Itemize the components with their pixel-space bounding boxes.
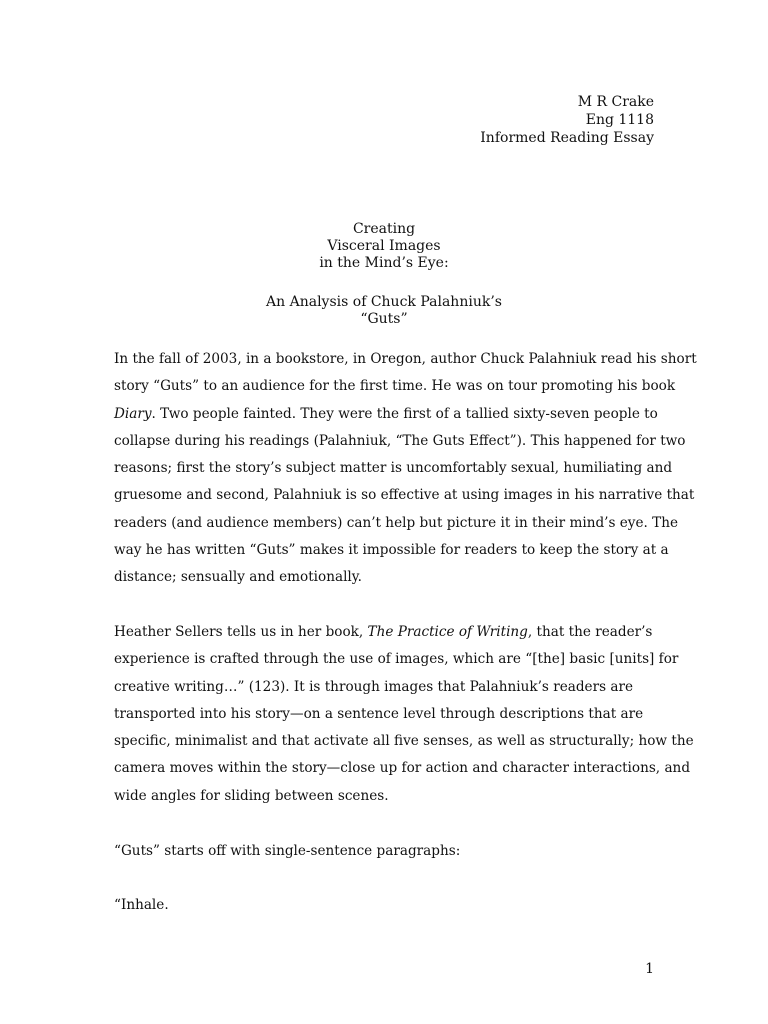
text-segment: Heather Sellers tells us in her book, xyxy=(114,624,368,640)
text-line: creative writing…” (123). It is through images that Palahniuk’s readers are xyxy=(114,678,634,695)
text-line: gruesome and second, Palahniuk is so effective at using images in his narrative that xyxy=(114,487,695,504)
assignment-name: Informed Reading Essay xyxy=(480,130,654,146)
text-line: transported into his story—on a sentence level through descriptions that are xyxy=(114,705,644,722)
text-line xyxy=(114,619,662,646)
text-line: story “Guts” to an audience for the first time. He was on tour promoting his book xyxy=(114,378,676,395)
text-line: collapse during his readings (Palahniuk, “The Guts Effect”). This happened for two xyxy=(114,432,686,449)
author-name: M R Crake xyxy=(577,94,654,110)
text-line: reasons; first the story’s subject matter is uncomfortably sexual, humiliating and xyxy=(114,460,673,477)
page-number: 1 xyxy=(645,961,654,977)
paragraph-3 xyxy=(114,838,662,865)
text-line: experience is crafted through the use of images, which are “[the] basic [units] for xyxy=(114,651,679,668)
text-line: distance; sensually and emotionally. xyxy=(114,569,362,586)
header-block xyxy=(480,93,654,147)
text-line: readers (and audience members) can’t help but picture it in their mind’s eye. The xyxy=(114,514,679,531)
text-line: specific, minimalist and that activate all five senses, as well as structurally; how the xyxy=(114,733,694,750)
title-line: Creating xyxy=(352,221,416,237)
essay-subtitle xyxy=(0,294,768,328)
text-line: way he has written “Guts” makes it impossible for readers to keep the story at a xyxy=(114,542,669,559)
title-line: Visceral Images xyxy=(327,238,441,254)
title-line: in the Mind’s Eye: xyxy=(319,255,449,271)
book-title-diary: Diary xyxy=(114,405,152,422)
subtitle-line: “Guts” xyxy=(360,311,408,327)
text-line xyxy=(114,401,662,428)
subtitle-line: An Analysis of Chuck Palahniuk’s xyxy=(266,294,502,310)
paragraph-4 xyxy=(114,892,662,919)
text-line: “Inhale. xyxy=(114,897,169,913)
paragraph-1 xyxy=(114,346,697,592)
text-line: camera moves within the story—close up for action and character interactions, and xyxy=(114,760,691,777)
text-segment: , that the reader’s xyxy=(527,624,653,640)
text-line: wide angles for sliding between scenes. xyxy=(114,787,389,804)
text-line: In the fall of 2003, in a bookstore, in Oregon, author Chuck Palahniuk read his short xyxy=(114,351,697,367)
text-line: “Guts” starts off with single-sentence paragraphs: xyxy=(114,843,461,859)
paragraph-2 xyxy=(114,619,694,810)
book-title-practice-of-writing: The Practice of Writing xyxy=(367,624,528,640)
essay-title xyxy=(0,221,768,272)
text-segment: . Two people fainted. They were the first of a tallied sixty-seven people to xyxy=(151,405,658,422)
course-name: Eng 1118 xyxy=(585,112,654,128)
